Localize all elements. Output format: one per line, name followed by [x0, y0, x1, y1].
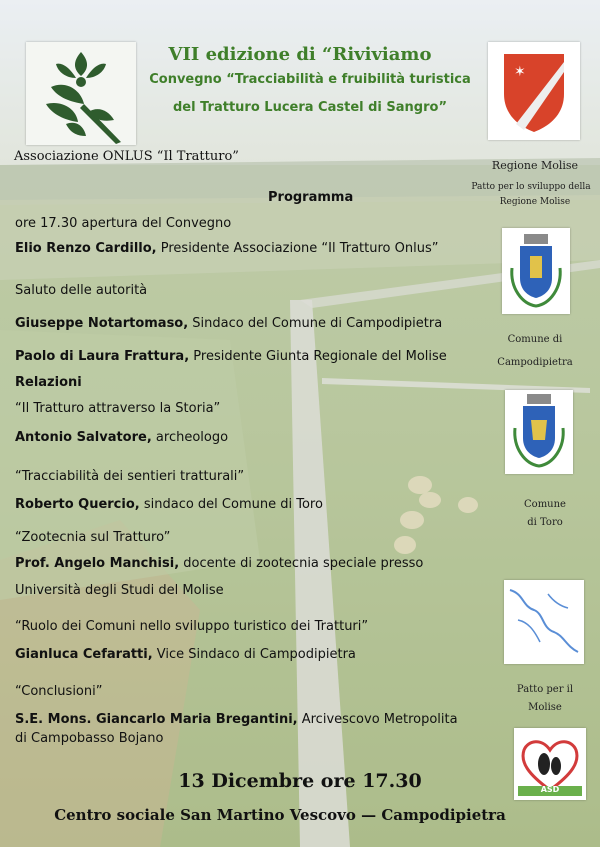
- program-item: [15, 619, 368, 634]
- program-text: di Campobasso Bojano: [15, 731, 164, 746]
- program-text: “Conclusioni”: [15, 684, 103, 699]
- regione-patto-label-1: Patto per lo sviluppo della: [471, 182, 591, 192]
- program-text: Saluto delle autorità: [15, 283, 148, 298]
- speaker-name: Prof. Angelo Manchisi,: [15, 556, 180, 571]
- speaker-name: Elio Renzo Cardillo,: [15, 241, 157, 256]
- regione-molise-label: Regione Molise: [491, 159, 579, 172]
- program-item: [15, 731, 163, 746]
- asd-logo-text: ASD: [540, 785, 560, 794]
- program-item: [15, 430, 228, 445]
- program-text: Presidente Giunta Regionale del Molise: [189, 349, 447, 364]
- program-item: [15, 316, 442, 331]
- program-item: [15, 684, 102, 699]
- convegno-title: Convegno “Tracciabilità e fruibilità turistica: [149, 72, 471, 87]
- campodipietra-crest: [502, 228, 570, 314]
- regione-molise-logo: [488, 42, 580, 140]
- program-item: [15, 375, 82, 390]
- speaker-name: Giuseppe Notartomaso,: [15, 316, 189, 331]
- program-item: [15, 349, 447, 364]
- speaker-name: Paolo di Laura Frattura,: [15, 349, 190, 364]
- program-text: Università degli Studi del Molise: [15, 583, 224, 598]
- program-text: Arcivescovo Metropolita: [297, 712, 458, 727]
- program-item: [15, 469, 244, 484]
- event-venue: Centro sociale San Martino Vescovo — Campodipietra: [54, 806, 506, 824]
- regione-patto-label-2: Regione Molise: [499, 197, 571, 207]
- event-date: 13 Dicembre ore 17.30: [178, 770, 422, 792]
- program-text: “Zootecnia sul Tratturo”: [15, 530, 171, 545]
- speaker-name: Antonio Salvatore,: [15, 430, 152, 445]
- association-name: Associazione ONLUS “Il Tratturo”: [14, 149, 239, 164]
- program-item: [15, 530, 170, 545]
- program-text: “Ruolo dei Comuni nello sviluppo turistico dei Tratturi”: [15, 619, 369, 634]
- toro-crest-icon: [505, 390, 573, 474]
- campodipietra-label-2: Campodipietra: [497, 357, 573, 368]
- program-text: sindaco del Comune di Toro: [139, 497, 323, 512]
- program-item: [15, 401, 220, 416]
- program-text: Vice Sindaco di Campodipietra: [152, 647, 356, 662]
- program-text: Presidente Associazione “Il Tratturo Onlus”: [156, 241, 439, 256]
- toro-crest: [505, 390, 573, 474]
- campodipietra-label-1: Comune di: [507, 334, 563, 345]
- program-item: [15, 497, 323, 512]
- program-item: [15, 712, 458, 727]
- program-item: [15, 283, 147, 298]
- toro-label-2: di Toro: [527, 517, 563, 528]
- event-edition-title: VII edizione di “Riviviamo: [168, 44, 432, 65]
- program-text: docente di zootecnia speciale presso: [179, 556, 424, 571]
- program-item: [15, 647, 356, 662]
- toro-label-1: Comune: [524, 499, 566, 510]
- patto-label-1: Patto per il: [516, 684, 574, 695]
- program-text: “Tracciabilità dei sentieri tratturali”: [15, 469, 245, 484]
- program-heading: Programma: [268, 190, 354, 205]
- speaker-name: S.E. Mons. Giancarlo Maria Bregantini,: [15, 712, 298, 727]
- castle-crest-icon: [502, 228, 570, 314]
- association-logo: [26, 42, 136, 145]
- river-map-icon: [504, 580, 584, 664]
- program-item: [15, 241, 438, 256]
- tratturo-title: del Tratturo Lucera Castel di Sangro”: [173, 100, 447, 115]
- speaker-name: Roberto Quercio,: [15, 497, 140, 512]
- molise-map: [504, 580, 584, 664]
- svg-text:✶: ✶: [514, 64, 526, 80]
- tratturo-logo-icon: [26, 42, 136, 145]
- program-text: Sindaco del Comune di Campodipietra: [188, 316, 443, 331]
- patto-label-2: Molise: [528, 702, 562, 713]
- program-text: “Il Tratturo attraverso la Storia”: [15, 401, 221, 416]
- program-item: [15, 556, 423, 571]
- speaker-name: Gianluca Cefaratti,: [15, 647, 153, 662]
- program-item: [15, 216, 231, 231]
- speaker-name: Relazioni: [15, 375, 82, 390]
- program-item: [15, 583, 224, 598]
- program-text: ore 17.30 apertura del Convegno: [15, 216, 232, 231]
- program-text: archeologo: [151, 430, 229, 445]
- molise-shield-icon: [488, 42, 580, 140]
